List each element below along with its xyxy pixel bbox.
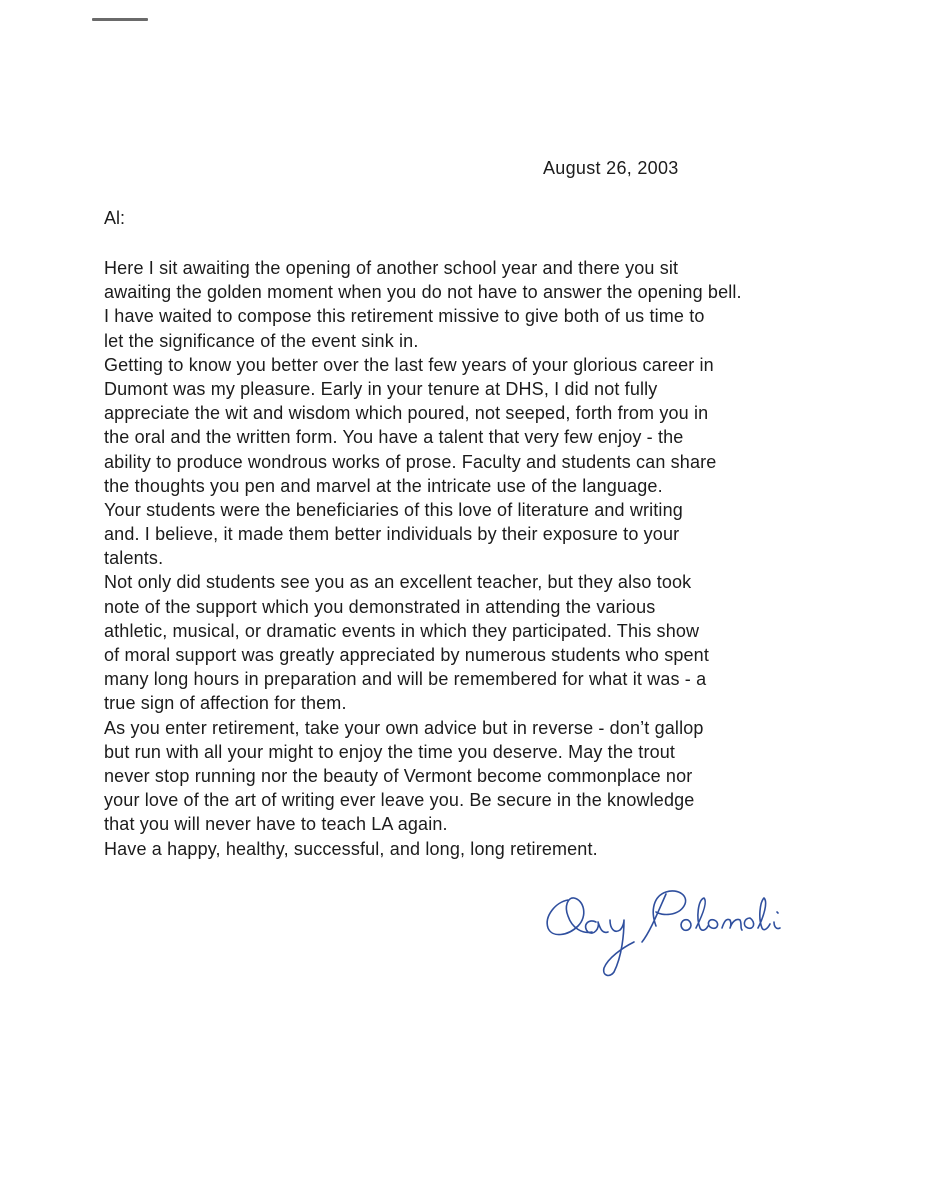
body-line: the thoughts you pen and marvel at the intricate use of the language. <box>104 475 663 496</box>
body-line: many long hours in preparation and will be remembered for what it was - a <box>104 669 707 690</box>
body-line: and. I believe, it made them better individuals by their exposure to your <box>104 524 680 545</box>
body-line: appreciate the wit and wisdom which poured, not seeped, forth from you in <box>104 403 709 424</box>
body-line: never stop running nor the beauty of Vermont become commonplace nor <box>104 765 693 786</box>
salutation: Al: <box>104 208 126 228</box>
body-line: Getting to know you better over the last few years of your glorious career in <box>104 354 714 375</box>
body-line: Have a happy, healthy, successful, and long, long retirement. <box>104 838 598 859</box>
body-line: true sign of affection for them. <box>104 693 347 714</box>
body-line: but run with all your might to enjoy the time you deserve. May the trout <box>104 741 676 762</box>
letter-body <box>104 256 824 861</box>
body-line: Not only did students see you as an excellent teacher, but they also took <box>104 572 692 593</box>
handwritten-signature <box>538 882 788 982</box>
body-line: As you enter retirement, take your own advice but in reverse - don’t gallop <box>104 717 704 738</box>
body-line: that you will never have to teach LA again. <box>104 814 448 835</box>
body-line: Dumont was my pleasure. Early in your tenure at DHS, I did not fully <box>104 378 658 399</box>
body-line: ability to produce wondrous works of prose. Faculty and students can share <box>104 451 717 472</box>
body-line: of moral support was greatly appreciated by numerous students who spent <box>104 645 709 665</box>
body-line: note of the support which you demonstrated in attending the various <box>104 596 656 617</box>
body-line: let the significance of the event sink in. <box>104 330 419 351</box>
body-line: talents. <box>104 548 164 569</box>
body-line: awaiting the golden moment when you do not have to answer the opening bell. <box>104 282 742 303</box>
body-line: I have waited to compose this retirement missive to give both of us time to <box>104 306 705 327</box>
scan-mark <box>92 18 148 21</box>
body-line: Here I sit awaiting the opening of another school year and there you sit <box>104 258 679 278</box>
body-line: the oral and the written form. You have a talent that very few enjoy - the <box>104 427 684 448</box>
body-line: athletic, musical, or dramatic events in which they participated. This show <box>104 620 700 641</box>
letter-date: August 26, 2003 <box>543 158 679 178</box>
body-line: your love of the art of writing ever leave you. Be secure in the knowledge <box>104 790 695 811</box>
body-line: Your students were the beneficiaries of this love of literature and writing <box>104 499 683 520</box>
